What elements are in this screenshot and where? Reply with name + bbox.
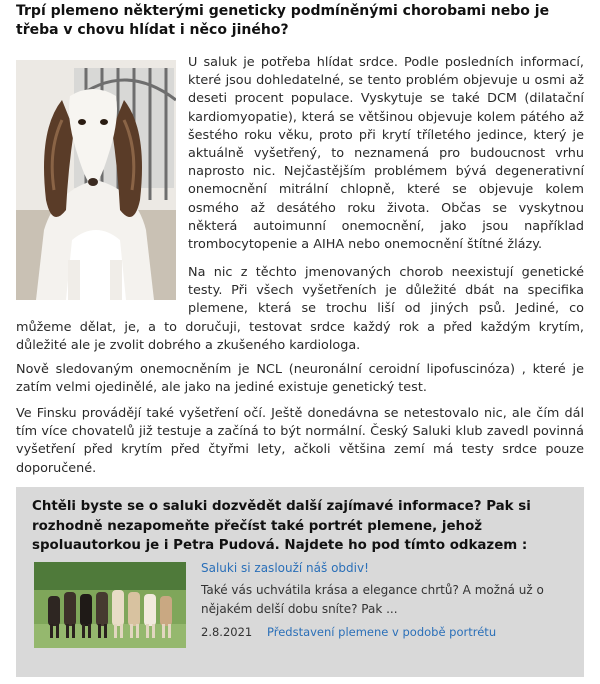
related-article-excerpt: Také vás uchvátila krása a elegance chrtů? A možná už o nějakém delší dobu sníte? Pak ... — [201, 583, 544, 616]
related-article-date: 2.8.2021 — [201, 625, 253, 639]
paragraph-eyes: Ve Finsku provádějí také vyšetření očí. Ještě donedávna se netestovalo nic, ale čím dál tím více chovatelů již testuje a začíná to být normální. Český Saluki klub zavedl povinná vyšetření před krytím před čtyřmi lety, ačkoli většina zemí má testy srdce pouze doporučené. — [16, 406, 584, 476]
related-article-box — [16, 487, 584, 677]
paragraph-tests-wrapper — [16, 264, 584, 355]
section-heading: Trpí plemeno některými geneticky podmíněnými chorobami nebo je třeba v chovu hlídat i něco jiného? — [16, 3, 550, 38]
related-article-category-link[interactable]: Představení plemene v podobě portrétu — [267, 625, 497, 639]
promo-title: Chtěli byste se o saluki dozvědět další zajímavé informace? Pak si rozhodně nezapomeňte přečíst také portrét plemene, jehož spoluautorkou je i Petra Pudová. Najdete ho pod tímto odkazem : — [32, 499, 531, 553]
related-article-thumbnail[interactable] — [34, 562, 186, 648]
related-article-link[interactable]: Saluki si zaslouží náš obdiv! — [201, 561, 369, 575]
paragraph-tests: Na nic z těchto jmenovaných chorob neexistují genetické testy. Při všech vyšetřeních je důležité dbát na specifika plemene, která se trochu liší od jiných psů. Jediné, co můžeme dělat, je, a to doručuji, testovat srdce každý rok a před každým krytím, důležité ale je zvolit dobrého a zkušeného kardiologa. — [16, 265, 584, 353]
paragraph-ncl: Nově sledovaným onemocněním je NCL (neuronální ceroidní lipofuscinóza) , které je zatím velmi ojedinělé, ale jako na jediné existuje genetický test. — [16, 362, 584, 396]
paragraph-heart: U saluk je potřeba hlídat srdce. Podle posledních informací, které jsou dohledatelné, se tento problém objevuje u osmi až deseti procent populace. Vyskytuje se také DCM (dilatační kardiomyopatie), která se většinou objevuje kolem pátého až šestého roku věku, proto při krytí tříletého jedince, který je aktuálně vyšetřený, to neznamená pro budoucnost vrhu naprosto nic. Nejčastějším problémem bývá degenerativní onemocnění mitrální chlopně, které se objevuje kolem osmého až desátého roku života. Občas se vyskytnou některá autoimunní onemocnění, jako jsou například trombocytopenie a AIHA nebo onemocnění štítné žlázy. — [188, 55, 584, 253]
